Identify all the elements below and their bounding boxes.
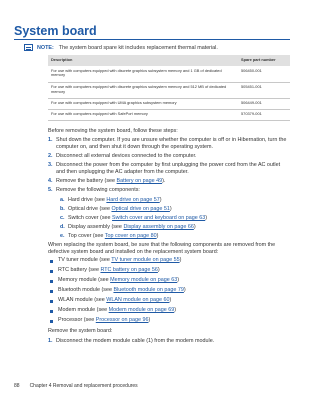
step-number: 1.: [48, 137, 53, 143]
step-text-pre: Remove the battery (see: [56, 178, 117, 184]
note-label: NOTE:: [37, 44, 54, 51]
substep-text-pre: Top cover (see: [68, 233, 105, 239]
header-description: Description: [48, 55, 238, 66]
cell-description: For use with computers equipped with SafePort memory: [48, 109, 238, 120]
substep-text: [68, 206, 290, 213]
step-number: 1.: [48, 338, 53, 344]
substep-text-pre: Switch cover (see: [68, 215, 113, 221]
bullet-icon: [50, 320, 53, 323]
step-text: [56, 178, 290, 185]
chapter-title: Chapter 4 Removal and replacement procedures: [29, 383, 138, 389]
substep-text-pre: Display assembly (see: [68, 224, 124, 230]
list-item-pre: Memory module (see: [58, 277, 111, 283]
step-text: Shut down the computer. If you are unsure whether the computer is off or in Hibernation, turn the computer on, and then shut it down through the operating system.: [56, 137, 287, 151]
step-text: Disconnect the modem module cable (1) from the modem module.: [56, 338, 215, 344]
substep-text: [68, 215, 290, 222]
bullet-icon: [50, 300, 53, 303]
substep-letter: a.: [60, 197, 65, 203]
list-item-post: ): [169, 297, 172, 303]
list-item: [58, 307, 290, 314]
cell-part-number: 506450-001: [238, 66, 290, 82]
list-item-post: ): [157, 267, 160, 273]
cell-description: For use with computers equipped with UMA graphics subsystem memory: [48, 98, 238, 109]
substep-text: [68, 224, 290, 231]
list-item-post: ): [148, 317, 151, 323]
cell-part-number: 570379-001: [238, 109, 290, 120]
note-icon: [24, 44, 33, 51]
list-item-pre: WLAN module (see: [58, 297, 107, 303]
page-number: 88: [14, 383, 20, 389]
rtc-battery-link[interactable]: RTC battery on page 56: [100, 267, 158, 273]
modem-module-link[interactable]: Modem module on page 69: [108, 307, 175, 313]
wlan-module-link[interactable]: WLAN module on page 60: [106, 297, 170, 303]
replacement-note: When replacing the system board, be sure that the following components are removed from the defective system board and installed on the replacement system board:: [48, 242, 276, 256]
step-number: 4.: [48, 178, 53, 184]
substep-text-post: ): [169, 206, 172, 212]
top-cover-link[interactable]: Top cover on page 80: [104, 233, 157, 239]
step-text-post: ).: [162, 178, 166, 184]
bullet-icon: [50, 270, 53, 273]
list-item-pre: Bluetooth module (see: [58, 287, 114, 293]
display-assembly-link[interactable]: Display assembly on page 66: [123, 224, 194, 230]
step-text: Disconnect the power from the computer by first unplugging the power cord from the AC outlet and then unplugging the AC adapter from the computer.: [56, 162, 281, 176]
cell-part-number: 505451-001: [238, 82, 290, 98]
step-number: 2.: [48, 153, 53, 159]
intro-text: Before removing the system board, follow these steps:: [48, 128, 178, 134]
note: [24, 44, 218, 51]
substep-text-post: ): [205, 215, 208, 221]
bullet-icon: [50, 280, 53, 283]
substep-text-pre: Optical drive (see: [68, 206, 112, 212]
bullet-icon: [50, 310, 53, 313]
cell-part-number: 506449-001: [238, 98, 290, 109]
table-header-row: [48, 55, 290, 66]
spare-part-table: [48, 55, 290, 121]
list-item-pre: TV tuner module (see: [58, 257, 112, 263]
substep-text-post: ): [193, 224, 196, 230]
header-part-number: Spare part number: [238, 55, 290, 66]
cell-description: For use with computers equipped with discrete graphics subsystem memory and 1 GB of dedicated memory: [48, 66, 238, 82]
step-text: Remove the following components:: [56, 187, 140, 193]
bluetooth-module-link[interactable]: Bluetooth module on page 79: [113, 287, 184, 293]
substep-letter: b.: [60, 206, 65, 212]
bullet-icon: [50, 290, 53, 293]
table-row: [48, 109, 290, 120]
optical-drive-link[interactable]: Optical drive on page 51: [111, 206, 170, 212]
substep-text: [68, 233, 290, 240]
bullet-icon: [50, 260, 53, 263]
substep-letter: c.: [60, 215, 65, 221]
switch-cover-link[interactable]: Switch cover and keyboard on page 63: [112, 215, 206, 221]
list-item-post: ): [179, 257, 182, 263]
step-number: 3.: [48, 162, 53, 168]
list-item: [58, 287, 290, 294]
substep-letter: d.: [60, 224, 65, 230]
step-text: Disconnect all external devices connected to the computer.: [56, 153, 197, 159]
list-item-post: ): [174, 307, 177, 313]
list-item-post: ): [177, 277, 180, 283]
hard-drive-link[interactable]: Hard drive on page 57: [106, 197, 160, 203]
processor-link[interactable]: Processor on page 96: [95, 317, 149, 323]
list-item-pre: Processor (see: [58, 317, 96, 323]
list-item: [58, 257, 290, 264]
table-row: [48, 82, 290, 98]
substep-text-pre: Hard drive (see: [68, 197, 107, 203]
table-row: [48, 66, 290, 82]
substep-text-post: ): [156, 233, 159, 239]
substep-text-post: ): [159, 197, 162, 203]
page-footer: [14, 383, 138, 389]
table-row: [48, 98, 290, 109]
list-item: [58, 317, 290, 324]
substep-letter: e.: [60, 233, 65, 239]
battery-link[interactable]: Battery on page 49: [116, 178, 163, 184]
remove-intro: Remove the system board:: [48, 328, 113, 334]
list-item-pre: Modem module (see: [58, 307, 109, 313]
list-item-pre: RTC battery (see: [58, 267, 101, 273]
list-item: [58, 297, 290, 304]
title-rule: [14, 39, 290, 40]
memory-module-link[interactable]: Memory module on page 63: [110, 277, 178, 283]
list-item: [58, 267, 290, 274]
list-item: [58, 277, 290, 284]
section-title: System board: [14, 24, 97, 38]
step-number: 5.: [48, 187, 53, 193]
note-text: The system board spare kit includes replacement thermal material.: [58, 44, 218, 51]
tv-tuner-link[interactable]: TV tuner module on page 55: [111, 257, 180, 263]
list-item-post: ): [183, 287, 186, 293]
cell-description: For use with computers equipped with discrete graphics subsystem memory and 512 MB of dedicated memory: [48, 82, 238, 98]
substep-text: [68, 197, 290, 204]
